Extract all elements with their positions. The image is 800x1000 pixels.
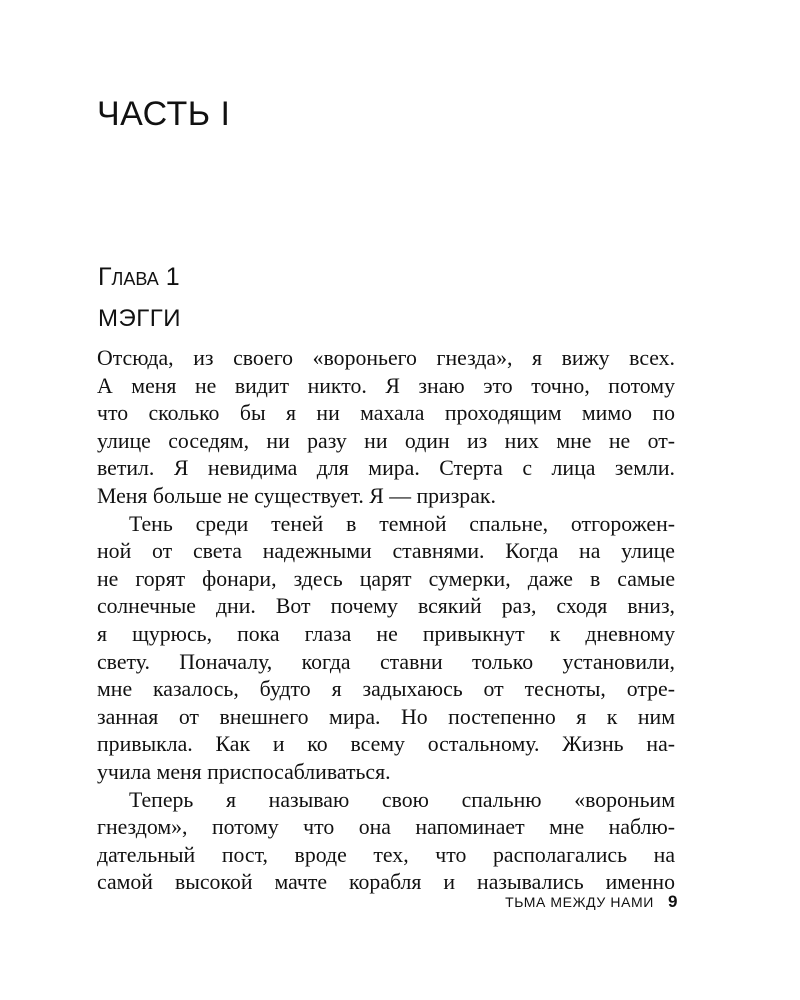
page-footer [505,890,678,914]
text-line: ной от света надежными ставнями. Когда на улице [97,539,675,564]
text-line: А меня не видит никто. Я знаю это точно, потому [97,373,675,398]
text-line: Отсюда, из своего «вороньего гнезда», я вижу всех. [97,346,675,370]
text-line: самой высокой мачте корабля и назывались именно [97,870,675,895]
text-line: занная от внешнего мира. Но постепенно я к ним [97,704,675,729]
body-text [97,345,675,897]
text-line: я щурюсь, пока глаза не привыкнут к дневному [97,621,675,646]
running-title: ТЬМА МЕЖДУ НАМИ [505,894,654,910]
text-line: учила меня приспосабливаться. [97,759,391,784]
text-line: что сколько бы я ни махала проходящим мимо по [97,401,675,426]
chapter-label: Глава 1 [98,263,180,291]
part-title: ЧАСТЬ I [97,95,231,133]
text-line: улице соседям, ни разу ни один из них мне не от- [97,428,675,453]
text-line: дательный пост, вроде тех, что располагались на [97,842,675,867]
text-line: свету. Поначалу, когда ставни только установили, [97,649,675,674]
text-line: Тень среди теней в темной спальне, отгорожен- [129,511,675,536]
text-line: не горят фонари, здесь царят сумерки, даже в самые [97,566,675,591]
text-line: гнездом», потому что она напоминает мне наблю- [97,815,675,840]
text-line: Меня больше не существует. Я — призрак. [97,483,496,508]
text-line: мне казалось, будто я задыхаюсь от тесноты, отре- [97,677,675,702]
text-line: ветил. Я невидима для мира. Стерта с лица земли. [97,456,675,481]
text-line: Теперь я называю свою спальню «вороньим [129,787,675,812]
page-number: 9 [667,892,678,911]
chapter-name: МЭГГИ [98,305,181,332]
text-line: солнечные дни. Вот почему всякий раз, сходя вниз, [97,594,675,619]
text-line: привыкла. Как и ко всему остальному. Жизнь на- [97,732,675,757]
